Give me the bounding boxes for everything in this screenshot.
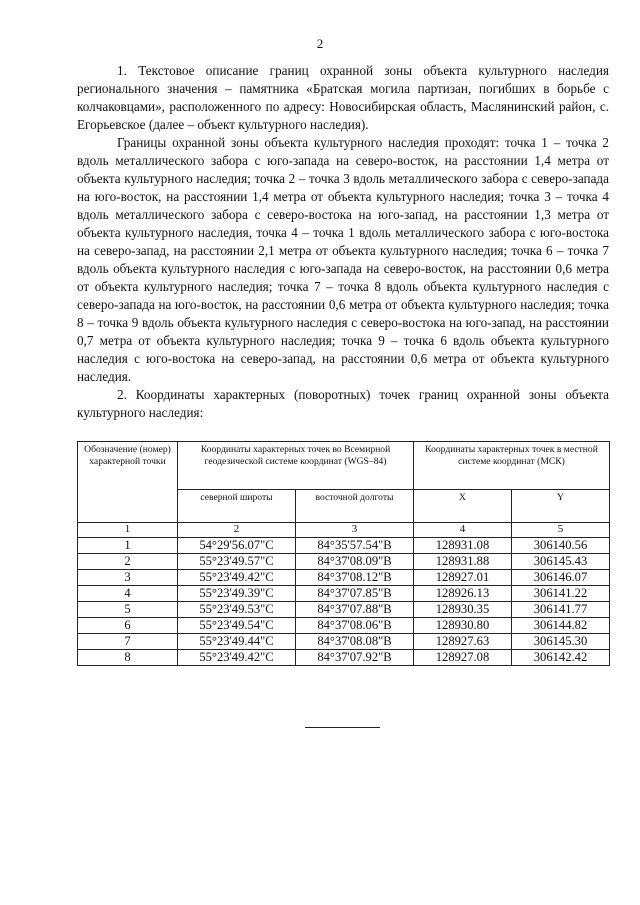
header-point-number: Обозначение (номер) характерной точки bbox=[78, 442, 178, 523]
latitude-cell: 55°23'49.57"С bbox=[178, 554, 296, 570]
point-number: 8 bbox=[78, 650, 178, 666]
y-cell: 306145.43 bbox=[512, 554, 610, 570]
latitude-cell: 55°23'49.54"С bbox=[178, 618, 296, 634]
longitude-cell: 84°37'07.85"В bbox=[296, 586, 414, 602]
point-number: 3 bbox=[78, 570, 178, 586]
table-row bbox=[78, 570, 610, 586]
y-cell: 306140.56 bbox=[512, 538, 610, 554]
header-longitude: восточной долготы bbox=[296, 490, 414, 523]
longitude-cell: 84°37'07.88"В bbox=[296, 602, 414, 618]
y-cell: 306146.07 bbox=[512, 570, 610, 586]
column-number: 5 bbox=[512, 523, 610, 538]
column-number: 1 bbox=[78, 523, 178, 538]
x-cell: 128927.01 bbox=[414, 570, 512, 586]
x-cell: 128930.35 bbox=[414, 602, 512, 618]
page-number: 2 bbox=[316, 36, 324, 51]
y-cell: 306141.77 bbox=[512, 602, 610, 618]
header-x: X bbox=[414, 490, 512, 523]
table-row bbox=[78, 602, 610, 618]
table-row bbox=[78, 586, 610, 602]
latitude-cell: 54°29'56.07"С bbox=[178, 538, 296, 554]
longitude-cell: 84°37'08.08"В bbox=[296, 634, 414, 650]
longitude-cell: 84°37'07.92"В bbox=[296, 650, 414, 666]
x-cell: 128931.08 bbox=[414, 538, 512, 554]
coordinates-heading: 2. Координаты характерных (поворотных) точек границ охранной зоны объекта культурного наследия: bbox=[77, 387, 609, 420]
table-row bbox=[78, 618, 610, 634]
header-msk: Координаты характерных точек в местной системе координат (МСК) bbox=[414, 442, 610, 490]
document-body bbox=[77, 62, 609, 422]
coordinates-table bbox=[77, 441, 610, 666]
table-row bbox=[78, 554, 610, 570]
x-cell: 128927.08 bbox=[414, 650, 512, 666]
x-cell: 128927.63 bbox=[414, 634, 512, 650]
x-cell: 128926.13 bbox=[414, 586, 512, 602]
point-number: 1 bbox=[78, 538, 178, 554]
latitude-cell: 55°23'49.42"С bbox=[178, 570, 296, 586]
point-number: 4 bbox=[78, 586, 178, 602]
boundary-description-intro: 1. Текстовое описание границ охранной зоны объекта культурного наследия регионального значения – памятника «Братская могила партизан, погибших в борьбе с колчаковцами», расположенного по адресу: Новосибирская область, Маслянинский район, с. Егорьевское (далее – объект культурного наследия). bbox=[77, 63, 609, 132]
longitude-cell: 84°37'08.12"В bbox=[296, 570, 414, 586]
table-row bbox=[78, 538, 610, 554]
y-cell: 306144.82 bbox=[512, 618, 610, 634]
point-number: 6 bbox=[78, 618, 178, 634]
header-y: Y bbox=[512, 490, 610, 523]
header-wgs84: Координаты характерных точек во Всемирной геодезической системе координат (WGS–84) bbox=[178, 442, 414, 490]
end-of-document-rule bbox=[305, 727, 380, 728]
point-number: 7 bbox=[78, 634, 178, 650]
column-number: 2 bbox=[178, 523, 296, 538]
column-number: 3 bbox=[296, 523, 414, 538]
longitude-cell: 84°37'08.06"В bbox=[296, 618, 414, 634]
point-number: 5 bbox=[78, 602, 178, 618]
column-number: 4 bbox=[414, 523, 512, 538]
latitude-cell: 55°23'49.44"С bbox=[178, 634, 296, 650]
point-number: 2 bbox=[78, 554, 178, 570]
x-cell: 128930.80 bbox=[414, 618, 512, 634]
latitude-cell: 55°23'49.39"С bbox=[178, 586, 296, 602]
latitude-cell: 55°23'49.42"С bbox=[178, 650, 296, 666]
x-cell: 128931.88 bbox=[414, 554, 512, 570]
y-cell: 306142.42 bbox=[512, 650, 610, 666]
table-row bbox=[78, 634, 610, 650]
table-row bbox=[78, 650, 610, 666]
boundary-description-points: Границы охранной зоны объекта культурного наследия проходят: точка 1 – точка 2 вдоль металлического забора с юго-запада на северо-восток, на расстоянии 1,4 метра от объекта культурного наследия; точка 2 – точка 3 вдоль металлического забора с северо-запада на юго-восток, на расстоянии 1,4 метра от объекта культурного наследия; точка 3 – точка 4 вдоль металлического забора с северо-востока на юго-запад, на расстоянии 1,3 метра от объекта культурного наследия, точка 4 – точка 1 вдоль металлического забора с юго-востока на северо-запад, на расстоянии 2,1 метра от объекта культурного наследия; точка 6 – точка 7 вдоль объекта культурного наследия с юго-запада на северо-восток, на расстоянии 0,6 метра от объекта культурного наследия; точка 7 – точка 8 вдоль объекта культурного наследия с северо-запада на юго-восток, на расстоянии 0,6 метра от объекта культурного наследия; точка 8 – точка 9 вдоль объекта культурного наследия с северо-востока на юго-запад, на расстоянии 0,7 метра от объекта культурного наследия; точка 9 – точка 6 вдоль объекта культурного наследия с юго-востока на северо-запад, на расстоянии 0,6 метра от объекта культурного наследия. bbox=[77, 135, 609, 384]
longitude-cell: 84°37'08.09"В bbox=[296, 554, 414, 570]
longitude-cell: 84°35'57.54"В bbox=[296, 538, 414, 554]
y-cell: 306141.22 bbox=[512, 586, 610, 602]
header-latitude: северной широты bbox=[178, 490, 296, 523]
y-cell: 306145.30 bbox=[512, 634, 610, 650]
latitude-cell: 55°23'49.53"С bbox=[178, 602, 296, 618]
